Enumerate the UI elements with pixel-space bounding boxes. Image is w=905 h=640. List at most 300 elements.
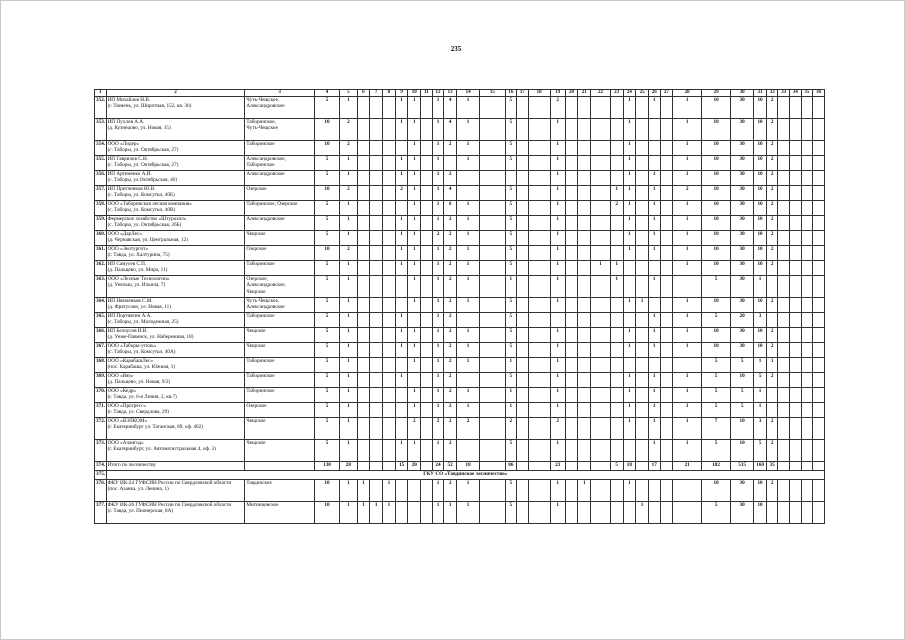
value-cell	[565, 141, 578, 156]
municipality-cell	[245, 418, 314, 440]
value-cell	[517, 141, 529, 156]
municipality-line: Озерское,	[246, 276, 268, 282]
value-cell	[383, 246, 396, 261]
value-cell	[408, 313, 421, 328]
row-number: 372.	[95, 418, 107, 440]
value-cell: 1	[550, 440, 565, 462]
municipality-line: Чещское	[246, 440, 266, 446]
value-cell	[778, 276, 790, 298]
municipality-line: Александровское	[246, 304, 285, 311]
value-cell	[610, 97, 623, 119]
value-cell	[591, 201, 611, 216]
value-cell: 1	[432, 440, 444, 462]
value-cell	[610, 388, 623, 403]
header-cell: 18	[528, 90, 550, 97]
value-cell	[636, 373, 649, 388]
municipality-line: Таборинское, Озерское	[246, 201, 298, 207]
value-cell	[528, 440, 550, 462]
value-cell	[636, 261, 649, 276]
value-cell: 2	[766, 480, 778, 502]
value-cell: 2	[444, 403, 457, 418]
value-cell: 1	[457, 388, 480, 403]
municipality-line: Таборинское	[246, 358, 275, 364]
value-cell	[480, 201, 505, 216]
value-cell	[517, 201, 529, 216]
value-cell: 1	[550, 328, 565, 343]
value-cell: 5	[610, 462, 623, 471]
organization-address: (д. Фратусово, ул. Новая, 11)	[107, 304, 171, 311]
value-cell: 10	[754, 480, 767, 502]
value-cell: 1	[457, 298, 480, 313]
value-cell: 1	[550, 343, 565, 358]
value-cell	[383, 216, 396, 231]
value-cell: 24	[432, 462, 444, 471]
value-cell: 1	[505, 388, 517, 403]
value-cell	[813, 298, 825, 313]
value-cell: 2	[766, 298, 778, 313]
value-cell: 1	[340, 276, 357, 298]
organization-name: ООО «Алангод»	[107, 440, 144, 446]
value-cell: 1	[408, 358, 421, 373]
value-cell: 10	[314, 480, 339, 502]
value-cell: 30	[731, 119, 754, 141]
value-cell: 1	[550, 186, 565, 201]
header-cell: 30	[731, 90, 754, 97]
value-cell	[610, 418, 623, 440]
value-cell	[790, 141, 802, 156]
value-cell: 17	[648, 462, 660, 471]
value-cell	[660, 97, 673, 119]
municipality-cell	[245, 246, 314, 261]
value-cell: 1	[648, 388, 660, 403]
value-cell	[357, 156, 370, 171]
value-cell	[578, 186, 591, 201]
value-cell: 1	[432, 480, 444, 502]
value-cell: 30	[731, 216, 754, 231]
value-cell: 5	[505, 313, 517, 328]
value-cell	[565, 480, 578, 502]
value-cell: 1	[340, 313, 357, 328]
value-cell: 1	[591, 261, 611, 276]
value-cell	[383, 388, 396, 403]
value-cell	[778, 119, 790, 141]
value-cell	[528, 231, 550, 246]
value-cell	[421, 156, 433, 171]
value-cell	[648, 480, 660, 502]
value-cell: 10	[754, 231, 767, 246]
value-cell	[578, 462, 591, 471]
value-cell: 5	[702, 440, 731, 462]
value-cell: 2	[432, 418, 444, 440]
row-number: 361.	[95, 246, 107, 261]
value-cell: 1	[408, 388, 421, 403]
value-cell: 1	[432, 186, 444, 201]
organization-cell	[106, 186, 245, 201]
value-cell: 1	[457, 141, 480, 156]
value-cell	[610, 480, 623, 502]
value-cell	[801, 141, 813, 156]
value-cell	[591, 216, 611, 231]
value-cell	[636, 440, 649, 462]
value-cell: 1	[673, 171, 702, 186]
municipality-cell	[245, 343, 314, 358]
value-cell	[565, 502, 578, 524]
value-cell	[801, 328, 813, 343]
table-row	[95, 119, 825, 141]
value-cell: 5	[754, 440, 767, 462]
value-cell: 3	[754, 418, 767, 440]
value-cell	[778, 418, 790, 440]
municipality-cell	[245, 440, 314, 462]
value-cell	[648, 261, 660, 276]
value-cell	[357, 328, 370, 343]
value-cell: 5	[314, 97, 339, 119]
value-cell	[813, 343, 825, 358]
value-cell	[565, 186, 578, 201]
value-cell	[801, 276, 813, 298]
value-cell: 30	[731, 156, 754, 171]
value-cell	[421, 171, 433, 186]
value-cell: 1	[648, 440, 660, 462]
value-cell	[636, 246, 649, 261]
value-cell	[383, 119, 396, 141]
value-cell	[517, 358, 529, 373]
value-cell: 1	[505, 276, 517, 298]
table-row	[95, 261, 825, 276]
value-cell	[660, 298, 673, 313]
value-cell	[660, 313, 673, 328]
value-cell: 2	[340, 119, 357, 141]
value-cell: 5	[702, 313, 731, 328]
value-cell	[591, 171, 611, 186]
value-cell	[813, 216, 825, 231]
value-cell	[591, 480, 611, 502]
value-cell	[578, 171, 591, 186]
value-cell: 1	[648, 171, 660, 186]
value-cell	[421, 141, 433, 156]
value-cell	[578, 276, 591, 298]
value-cell	[660, 119, 673, 141]
value-cell	[395, 358, 408, 373]
value-cell: 1	[550, 171, 565, 186]
value-cell: 1	[457, 403, 480, 418]
municipality-line: Чещское	[246, 418, 266, 424]
value-cell: 1	[432, 388, 444, 403]
value-cell	[790, 418, 802, 440]
value-cell: 1	[383, 480, 396, 502]
organization-name: ООО «Прогресс»	[107, 403, 146, 409]
municipality-cell	[245, 298, 314, 313]
value-cell: 2	[444, 216, 457, 231]
value-cell	[766, 388, 778, 403]
value-cell	[778, 171, 790, 186]
value-cell	[578, 119, 591, 141]
value-cell: 5	[505, 298, 517, 313]
value-cell	[517, 97, 529, 119]
organization-name: ИП Михайлов Н.В.	[107, 97, 151, 103]
value-cell	[778, 141, 790, 156]
municipality-cell	[245, 141, 314, 156]
value-cell: 5	[314, 373, 339, 388]
municipality-line: Таборинское	[246, 313, 275, 319]
value-cell: 5	[505, 186, 517, 201]
value-cell: 1	[623, 201, 636, 216]
value-cell	[395, 502, 408, 524]
table-row	[95, 313, 825, 328]
value-cell	[517, 343, 529, 358]
value-cell	[660, 440, 673, 462]
value-cell: 5	[505, 261, 517, 276]
value-cell	[528, 246, 550, 261]
value-cell	[610, 313, 623, 328]
value-cell	[565, 388, 578, 403]
value-cell: 1	[408, 261, 421, 276]
value-cell: 10	[731, 418, 754, 440]
organization-cell	[106, 141, 245, 156]
value-cell	[660, 328, 673, 343]
value-cell: 1	[408, 328, 421, 343]
value-cell	[370, 388, 383, 403]
value-cell	[673, 502, 702, 524]
value-cell	[591, 156, 611, 171]
value-cell: 2	[766, 246, 778, 261]
value-cell: 30	[731, 261, 754, 276]
value-cell	[357, 298, 370, 313]
value-cell	[790, 186, 802, 201]
value-cell	[636, 141, 649, 156]
value-cell	[578, 440, 591, 462]
value-cell	[528, 201, 550, 216]
value-cell	[813, 231, 825, 246]
value-cell: 1	[673, 201, 702, 216]
value-cell: 1	[673, 440, 702, 462]
value-cell: 1	[550, 298, 565, 313]
value-cell	[660, 462, 673, 471]
header-cell: 7	[370, 90, 383, 97]
value-cell: 1	[673, 328, 702, 343]
table-row	[95, 298, 825, 313]
value-cell	[480, 119, 505, 141]
value-cell: 4	[444, 186, 457, 201]
value-cell: 5	[505, 156, 517, 171]
value-cell	[565, 97, 578, 119]
value-cell	[357, 201, 370, 216]
value-cell: 1	[648, 373, 660, 388]
value-cell	[565, 201, 578, 216]
value-cell: 10	[702, 97, 731, 119]
value-cell	[623, 358, 636, 373]
value-cell	[528, 502, 550, 524]
value-cell: 1	[457, 97, 480, 119]
municipality-line: Александровское	[246, 216, 285, 222]
value-cell: 1	[408, 298, 421, 313]
value-cell	[370, 201, 383, 216]
row-number: 357.	[95, 186, 107, 201]
value-cell: 1	[673, 261, 702, 276]
value-cell	[790, 358, 802, 373]
value-cell: 10	[702, 156, 731, 171]
value-cell	[778, 343, 790, 358]
value-cell: 2	[766, 156, 778, 171]
value-cell: 1	[673, 246, 702, 261]
value-cell: 1	[432, 246, 444, 261]
value-cell	[578, 373, 591, 388]
row-number: 367.	[95, 343, 107, 358]
value-cell	[591, 403, 611, 418]
value-cell	[517, 231, 529, 246]
value-cell	[528, 298, 550, 313]
value-cell: 130	[314, 462, 339, 471]
municipality-line: Таборинское	[246, 388, 275, 394]
value-cell: 1	[395, 343, 408, 358]
municipality-line: Чуть-Чещское,	[246, 97, 280, 103]
value-cell: 10	[314, 246, 339, 261]
value-cell: 1	[550, 201, 565, 216]
value-cell: 1	[673, 216, 702, 231]
value-cell: 1	[648, 231, 660, 246]
value-cell: 2	[766, 373, 778, 388]
value-cell	[591, 276, 611, 298]
organization-address: (д. Пальцево, ул. Новая, 9/2)	[107, 379, 171, 386]
value-cell: 1	[610, 261, 623, 276]
value-cell	[517, 462, 529, 471]
value-cell: 1	[408, 201, 421, 216]
value-cell: 182	[702, 462, 731, 471]
value-cell: 1	[673, 418, 702, 440]
organization-cell	[106, 388, 245, 403]
value-cell: 1	[408, 119, 421, 141]
organization-cell	[106, 373, 245, 388]
value-cell: 1	[395, 373, 408, 388]
value-cell: 1	[648, 97, 660, 119]
value-cell: 1	[340, 418, 357, 440]
value-cell: 2	[673, 186, 702, 201]
value-cell	[673, 358, 702, 373]
value-cell	[610, 403, 623, 418]
value-cell: 5	[314, 276, 339, 298]
value-cell	[610, 171, 623, 186]
value-cell	[660, 156, 673, 171]
organization-address: (д. Чернавская, ул. Центральная, 12)	[107, 237, 188, 244]
value-cell	[408, 373, 421, 388]
header-cell: 28	[673, 90, 702, 97]
row-number: 356.	[95, 171, 107, 186]
value-cell	[778, 97, 790, 119]
value-cell: 2	[444, 328, 457, 343]
value-cell: 1	[395, 246, 408, 261]
value-cell	[383, 171, 396, 186]
value-cell: 30	[731, 141, 754, 156]
value-cell: 5	[505, 97, 517, 119]
organization-cell	[106, 298, 245, 313]
value-cell: 1	[550, 480, 565, 502]
value-cell	[480, 358, 505, 373]
value-cell	[610, 141, 623, 156]
value-cell: 1	[673, 231, 702, 246]
value-cell: 5	[505, 216, 517, 231]
value-cell: 5	[314, 231, 339, 246]
header-cell: 5	[340, 90, 357, 97]
header-cell: 22	[591, 90, 611, 97]
value-cell: 5	[731, 388, 754, 403]
value-cell	[790, 403, 802, 418]
value-cell: 6	[444, 201, 457, 216]
value-cell	[801, 403, 813, 418]
value-cell: 30	[731, 480, 754, 502]
value-cell: 30	[731, 231, 754, 246]
municipality-line: Озерское	[246, 246, 267, 252]
value-cell: 1	[432, 171, 444, 186]
value-cell: 1	[766, 358, 778, 373]
value-cell: 2	[432, 231, 444, 246]
value-cell	[421, 502, 433, 524]
municipality-line: Таборинское	[246, 162, 275, 169]
organization-address: (г. Тавда, ул. Свердлова, 29)	[107, 409, 169, 416]
value-cell: 1	[395, 440, 408, 462]
organization-address: (с. Таборы, ул. Комсутьи, 40В)	[107, 207, 176, 214]
municipality-cell	[245, 313, 314, 328]
value-cell: 10	[314, 502, 339, 524]
value-cell	[578, 201, 591, 216]
value-cell	[565, 298, 578, 313]
header-cell: 35	[801, 90, 813, 97]
value-cell	[660, 403, 673, 418]
value-cell: 2	[408, 418, 421, 440]
value-cell	[801, 418, 813, 440]
row-number: 375.	[95, 471, 107, 480]
value-cell: 1	[550, 156, 565, 171]
value-cell: 35	[766, 462, 778, 471]
value-cell	[370, 373, 383, 388]
value-cell: 10	[702, 141, 731, 156]
value-cell: 1	[457, 358, 480, 373]
value-cell	[383, 440, 396, 462]
value-cell: 1	[623, 216, 636, 231]
value-cell	[623, 261, 636, 276]
value-cell: 1	[623, 186, 636, 201]
value-cell: 4	[444, 97, 457, 119]
value-cell	[528, 261, 550, 276]
value-cell: 1	[673, 313, 702, 328]
value-cell: 10	[702, 261, 731, 276]
value-cell	[813, 373, 825, 388]
organization-cell	[106, 403, 245, 418]
value-cell	[480, 216, 505, 231]
value-cell	[790, 313, 802, 328]
value-cell: 1	[550, 276, 565, 298]
value-cell: 1	[457, 343, 480, 358]
value-cell	[565, 328, 578, 343]
value-cell	[383, 403, 396, 418]
organization-name: Фермерское хозяйство «Штурохол»	[107, 216, 187, 222]
value-cell	[801, 119, 813, 141]
row-number: 353.	[95, 119, 107, 141]
value-cell	[565, 246, 578, 261]
value-cell: 1	[673, 97, 702, 119]
value-cell	[636, 276, 649, 298]
value-cell: 1	[457, 261, 480, 276]
value-cell	[421, 403, 433, 418]
value-cell	[660, 502, 673, 524]
value-cell: 2	[550, 97, 565, 119]
municipality-cell	[245, 231, 314, 246]
header-cell: 25	[636, 90, 649, 97]
value-cell	[383, 201, 396, 216]
value-cell	[610, 156, 623, 171]
value-cell	[801, 373, 813, 388]
value-cell: 1	[340, 388, 357, 403]
value-cell: 1	[754, 358, 767, 373]
